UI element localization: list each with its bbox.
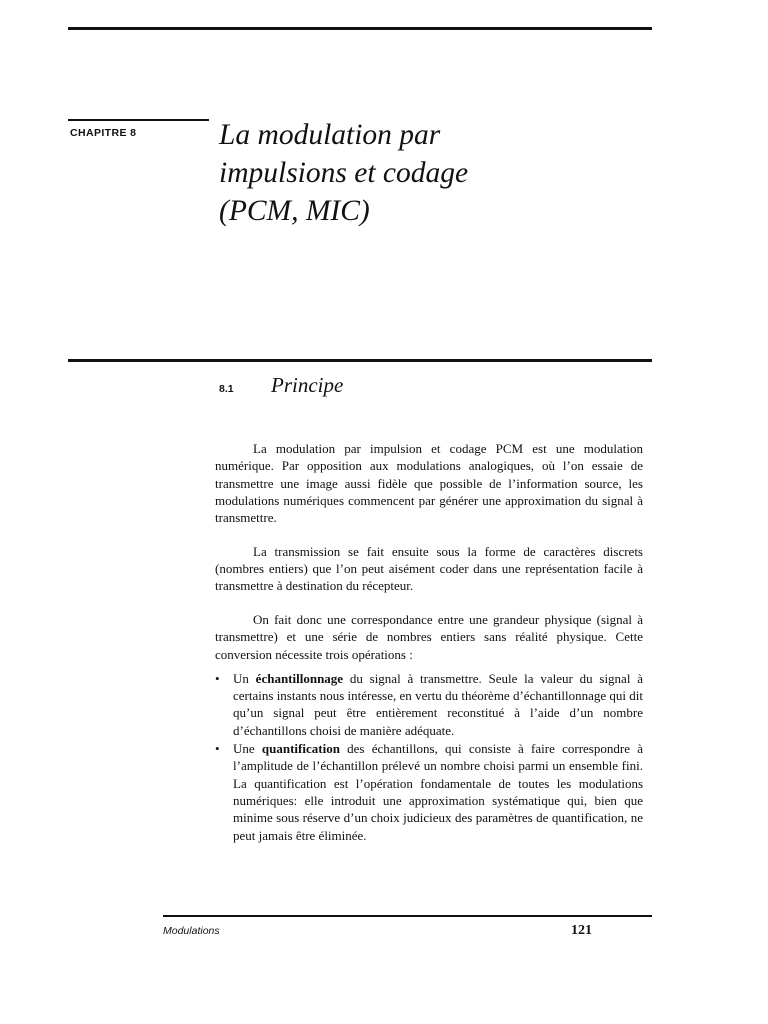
list-item-term: quantification	[261, 741, 340, 757]
bullet-icon: •	[215, 741, 220, 757]
list-item-prefix: Un	[233, 670, 256, 686]
chapter-label-rule	[68, 119, 209, 121]
paragraph: La modulation par impulsion et codage PCM est une modulation numérique. Par opposition aux modulations analogiques, où l’on essaie de transmettre une image aussi fidèle que possible de l’information source, les modulations numériques commencent par générer une approximation du signal à transmettre.	[215, 441, 643, 526]
chapter-title-line: (PCM, MIC)	[219, 195, 370, 227]
body-text	[215, 440, 643, 845]
footer-rule	[163, 915, 652, 917]
section-title: Principe	[271, 373, 344, 397]
chapter-title	[219, 116, 649, 230]
paragraph: La transmission se fait ensuite sous la forme de caractères discrets (nombres entiers) que l’on peut aisément coder dans une représentation facile à transmettre à destination du récepteur.	[215, 543, 643, 594]
list-item-text: du signal à transmettre. Seule la valeur du signal à certains instants nous intéresse, en vertu du théorème d’échantillonnage qui dit qu’un signal peut être entièrement reconstitué à l’aide d’un nombre d’échantillons choisi de manière adéquate.	[233, 670, 643, 738]
top-rule	[68, 27, 652, 30]
section-number: 8.1	[219, 383, 234, 395]
section-rule	[68, 359, 652, 362]
chapter-title-line: La modulation par	[219, 119, 441, 151]
list-item-prefix: Une	[233, 741, 262, 757]
bullet-icon: •	[215, 670, 220, 686]
list-item-term: échantillonnage	[255, 670, 344, 686]
operations-list	[215, 670, 643, 844]
page-number: 121	[571, 923, 592, 938]
chapter-title-line: impulsions et codage	[219, 157, 469, 189]
list-item	[215, 670, 643, 739]
list-item-text: des échantillons, qui consiste à faire correspondre à l’amplitude de l’échantillon prélevé un nombre choisi parmi un ensemble fini. La quantification est l’opération fondamentale de toutes les modulations numériques: elle introduit une approximation systématique qui, bien que minime sous réserve d’un choix judicieux des paramètres de quantification, ne peut jamais être éliminée.	[233, 741, 643, 843]
chapter-label: CHAPITRE 8	[70, 127, 137, 139]
footer-book-title: Modulations	[163, 925, 220, 937]
paragraph: On fait donc une correspondance entre une grandeur physique (signal à transmettre) et une série de nombres entiers sans réalité physique. Cette conversion nécessite trois opérations :	[215, 611, 643, 662]
list-item	[215, 740, 643, 844]
